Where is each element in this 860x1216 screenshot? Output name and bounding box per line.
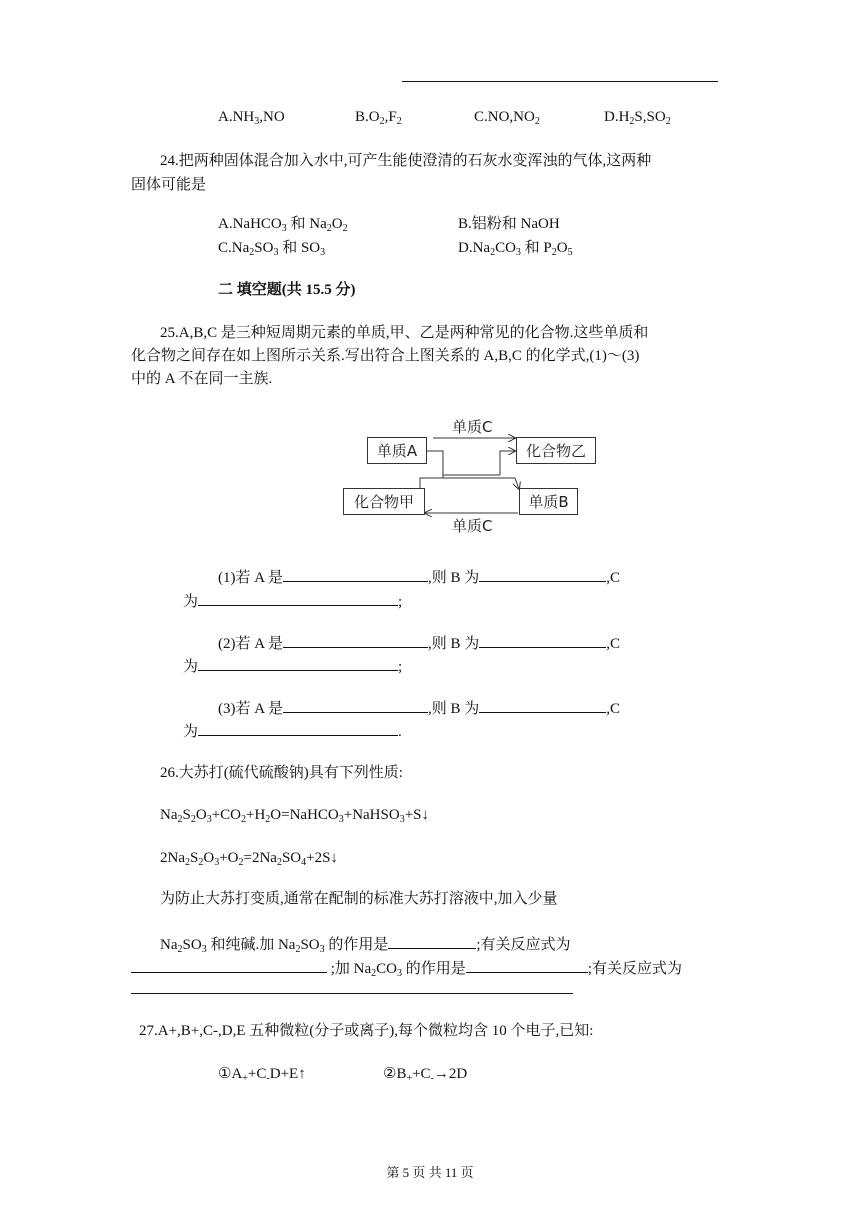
q25-sub1-cont: 为 ;	[183, 590, 402, 612]
blank-c1[interactable]	[198, 590, 398, 606]
q25-sub3: (3)若 A 是 ,则 B 为 ,C	[218, 697, 620, 719]
label-c-top: 单质C	[452, 418, 493, 436]
box-compound-yi: 化合物乙	[516, 437, 596, 464]
blank-reaction-2[interactable]	[131, 993, 573, 994]
page-footer: 第 5 页 共 11 页	[386, 1165, 474, 1180]
blank-b3[interactable]	[479, 697, 606, 713]
q25-sub1: (1)若 A 是 ,则 B 为 ,C	[218, 566, 620, 588]
q24-option-b: B.铝粉和 NaOH	[458, 216, 560, 232]
q25-stem-line2: 化合物之间存在如上图所示关系.写出符合上图关系的 A,B,C 的化学式,(1)～(3)	[131, 348, 640, 364]
q24-stem-line1: 24.把两种固体混合加入水中,可产生能使澄清的石灰水变浑浊的气体,这两种	[160, 153, 652, 169]
q24-option-c: $C.Na_2SO_3$ 和 $SO_3$	[218, 240, 326, 258]
q23-option-b: $B.O_2,F_2$	[355, 109, 402, 127]
q26-stem: 26.大苏打(硫代硫酸钠)具有下列性质:	[160, 765, 403, 781]
box-compound-jia: 化合物甲	[343, 488, 425, 515]
q24-option-a: A.NaHCO$_3$ 和 $Na_2O_2$	[218, 216, 348, 234]
q27-reaction-2: $②B_++C_-\to 2D$	[383, 1066, 468, 1084]
box-element-a: 单质A	[367, 437, 427, 464]
q25-sub3-cont: 为 .	[183, 720, 402, 742]
q23-option-a: $A.NH_3,NO$	[218, 109, 285, 127]
q26-line3: $Na_2SO_3$ 和纯碱.加 $Na_2SO_3$ 的作用是 ;有关反应式为	[160, 933, 571, 955]
blank-reaction-1[interactable]	[131, 957, 327, 973]
q25-stem-line3: 中的 A 不在同一主族.	[131, 371, 273, 387]
label-c-bottom: 单质C	[452, 517, 493, 535]
q25-sub2: (2)若 A 是 ,则 B 为 ,C	[218, 632, 620, 654]
blank-na2co3-role[interactable]	[466, 957, 588, 973]
blank-a3[interactable]	[283, 697, 428, 713]
blank-c2[interactable]	[198, 655, 398, 671]
q27-stem: 27.A+,B+,C-,D,E 五种微粒(分子或离子),每个微粒均含 10 个电子,已知:	[139, 1023, 594, 1039]
blank-na2so3-role[interactable]	[388, 933, 476, 949]
blank-a2[interactable]	[283, 632, 428, 648]
link-a-to-b	[425, 451, 515, 478]
q27-reaction-1: $①A_++C_-D+E↑$	[218, 1066, 306, 1084]
q26-line4: ;加 $Na_2CO_3$ 的作用是 ;有关反应式为	[131, 957, 682, 979]
link-to-yi	[500, 451, 515, 475]
diagram-arrows	[0, 0, 860, 560]
box-element-b: 单质B	[519, 488, 578, 515]
q24-option-d: $D.Na_2CO_3$ 和 $P_2O_5$	[458, 240, 573, 258]
q25-stem-line1: 25.A,B,C 是三种短周期元素的单质,甲、乙是两种常见的化合物.这些单质和	[160, 325, 649, 341]
blank-c3[interactable]	[198, 720, 398, 736]
section-heading: 二 填空题(共 15.5 分)	[218, 282, 356, 298]
q23-option-c: $C.NO,NO_2$	[474, 109, 540, 127]
q26-equation-2: $2Na_2S_2O_3+O_2=2Na_2SO_4+2S↓$	[160, 850, 338, 868]
q23-option-d: $D.H_2S,SO_2$	[604, 109, 671, 127]
q25-sub2-cont: 为 ;	[183, 655, 402, 677]
q26-line2: 为防止大苏打变质,通常在配制的标准大苏打溶液中,加入少量	[160, 891, 558, 907]
blank-a1[interactable]	[283, 566, 428, 582]
q24-stem-line2: 固体可能是	[131, 177, 207, 193]
q26-equation-1: $Na_2S_2O_3+CO_2+H_2O=NaHCO_3+NaHSO_3+S↓$	[160, 807, 430, 825]
blank-b2[interactable]	[479, 632, 606, 648]
blank-b1[interactable]	[479, 566, 606, 582]
